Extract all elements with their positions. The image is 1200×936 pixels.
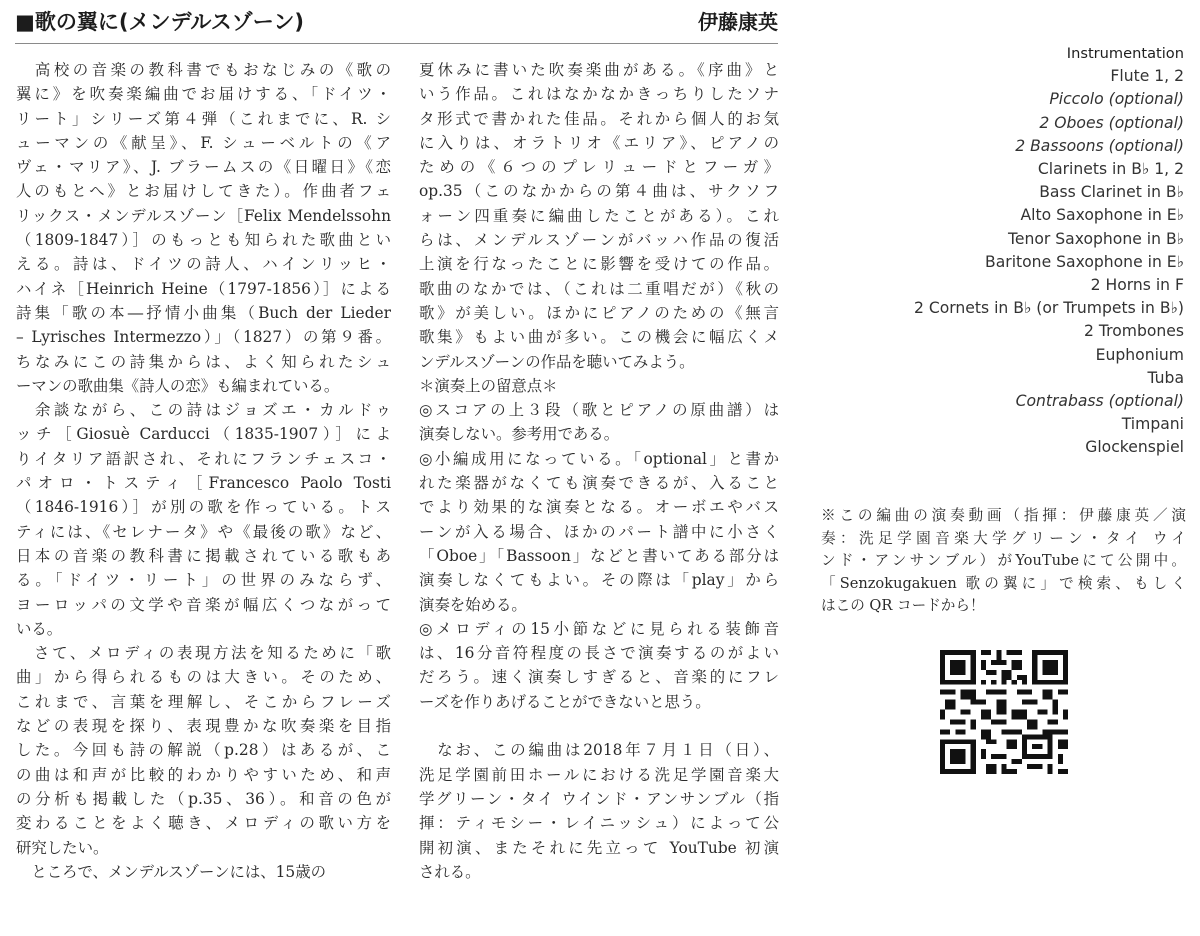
- text-line: さて、メロディの表現方法を知るために「歌: [16, 644, 391, 663]
- text-line: ◎メロディの15小節などに見られる装飾音: [419, 619, 779, 638]
- note-line: ※この編曲の演奏動画（指揮：伊藤康英／演: [821, 507, 1186, 524]
- text-line: op.35（このなかからの第４曲は、サクソフ: [419, 182, 779, 201]
- text-line: に入りは、オラトリオ《エリア》、ピアノの: [419, 133, 779, 152]
- instrument-item: Glockenspiel: [1085, 438, 1184, 457]
- text-line: の分析も掲載した（p.35、36）。和音の色が: [16, 789, 391, 808]
- instrument-item: Contrabass (optional): [1015, 392, 1184, 411]
- text-line: などの表現を探り、表現豊かな吹奏楽を目指: [16, 717, 391, 736]
- text-line: ◎スコアの上３段（歌とピアノの原曲譜）は: [419, 401, 779, 420]
- instrument-item: Tuba: [1147, 368, 1184, 387]
- text-line: 歌曲のなかでは、（これは二重唱だが）《秋の: [419, 279, 779, 298]
- instrument-item: Flute 1, 2: [1110, 67, 1184, 86]
- instrument-item: Alto Saxophone in E♭: [1020, 206, 1184, 225]
- text-line: 開初演、またそれに先立って YouTube 初演: [419, 838, 779, 857]
- text-line: – Lyrisches Intermezzo）」（1827）の第９番。: [16, 328, 391, 347]
- instrument-item: Tenor Saxophone in B♭: [1008, 229, 1184, 248]
- text-line: 高校の音楽の教科書でもおなじみの《歌の: [16, 61, 391, 79]
- text-line: 詩集「歌の本―抒情小曲集（Buch der Lieder: [16, 303, 391, 322]
- note-line: 奏：洗足学園音楽大学グリーン・タイ ウイ: [821, 529, 1186, 547]
- text-line: タ形式で書かれた佳品。それから個人的お気: [419, 109, 779, 128]
- author-name: 伊藤康英: [698, 10, 778, 34]
- text-line: だろう。速く演奏しすぎると、音楽的にフレ: [419, 668, 779, 687]
- text-line: 洗足学園前田ホールにおける洗足学園音楽大: [419, 765, 779, 784]
- text-line: 歌》が美しい。ほかにピアノのための《無言: [419, 303, 779, 322]
- text-line: 日本の音楽の教科書に掲載されている歌もあ: [16, 546, 391, 565]
- text-line: ための《６つのプレリュードとフーガ》: [419, 158, 779, 177]
- note-line: ンド・アンサンブル）がYouTubeにて公開中。: [821, 552, 1186, 570]
- text-line: ハイネ［Heinrich Heine（1797-1856）］による: [16, 279, 391, 298]
- article-title: ■歌の翼に(メンデルスゾーン): [15, 10, 304, 34]
- text-line: なお、この編曲は2018年７月１日（日）、: [419, 741, 779, 760]
- title-divider: [15, 43, 778, 44]
- instrument-item: Euphonium: [1095, 345, 1184, 364]
- instrument-item: 2 Horns in F: [1090, 276, 1184, 295]
- text-line: える。詩は、ドイツの詩人、ハインリッヒ・: [16, 255, 391, 274]
- text-line: ューマンの《献呈》、F. シューベルトの《ア: [16, 133, 391, 152]
- text-line: いる。: [16, 619, 63, 638]
- text-line: 学グリーン・タイ ウインド・アンサンブル（指: [419, 789, 779, 808]
- text-line: らは、メンデルスゾーンがバッハ作品の復活: [419, 231, 779, 250]
- instrument-item: Timpani: [1121, 415, 1184, 434]
- instrument-item: Baritone Saxophone in E♭: [985, 252, 1184, 271]
- text-line: ーズを作りあげることができないと思う。: [419, 692, 711, 711]
- text-line: ヴェ・マリア》、J. ブラームスの《日曜日》《恋: [16, 158, 391, 177]
- text-line: ーンが入る場合、ほかのパート譜中に小さく: [419, 522, 779, 541]
- text-line: これまで、言葉を理解し、そこからフレーズ: [16, 692, 391, 711]
- text-line: リート」シリーズ第４弾（これまでに、R. シ: [16, 109, 391, 128]
- instrumentation-list: [914, 42, 1184, 460]
- text-line: 夏休みに書いた吹奏楽曲がある。《序曲》と: [419, 61, 779, 79]
- note-line: 「Senzokugakuen 歌の翼に」で検索、もしく: [821, 574, 1186, 592]
- instrument-item: Clarinets in B♭ 1, 2: [1037, 160, 1184, 179]
- instrument-item: 2 Cornets in B♭ (or Trumpets in B♭): [913, 299, 1184, 318]
- instrument-item: Bass Clarinet in B♭: [1039, 183, 1184, 202]
- instrument-item: 2 Oboes (optional): [1039, 113, 1184, 132]
- text-line: ォーン四重奏に編曲したことがある）。これ: [419, 206, 779, 225]
- text-line: リックス・メンデルスゾーン［Felix Mendelssohn: [16, 206, 391, 225]
- text-line: した。今回も詩の解説（p.28）はあるが、こ: [16, 741, 391, 760]
- text-line: 歌集》もよい曲が多い。この機会に幅広くメ: [419, 328, 779, 347]
- text-line: る。「ドイツ・リート」の世界のみならず、: [16, 571, 391, 590]
- instrumentation-heading: Instrumentation: [1066, 45, 1184, 62]
- text-line: 演奏しない。参考用である。: [419, 425, 620, 444]
- text-line: ッチ［Giosuè Carducci（1835-1907）］によ: [16, 425, 391, 444]
- text-line: （1809-1847）］のもっとも知られた歌曲とい: [16, 231, 391, 250]
- text-line: 変わることをよく聴き、メロディの歌い方を: [16, 814, 391, 833]
- video-note: [821, 505, 1186, 618]
- text-line: 演奏しなくてもよい。その際は「play」から: [419, 571, 779, 590]
- text-line: 余談ながら、この詩はジョズエ・カルドゥ: [16, 401, 391, 420]
- text-line: 揮：ティモシー・レイニッシュ）によって公: [419, 814, 779, 833]
- text-line: りイタリア語訳され、それにフランチェスコ・: [16, 449, 391, 468]
- text-line: パオロ・トスティ［Francesco Paolo Tosti: [16, 474, 391, 493]
- text-line: ヨーロッパの文学や音楽が幅広くつながって: [16, 595, 391, 614]
- text-line: 研究したい。: [16, 838, 109, 857]
- text-line: ◎小編成用になっている。「optional」と書か: [419, 449, 779, 468]
- text-line: ンデルスゾーンの作品を聴いてみよう。: [419, 352, 695, 371]
- text-line: ーマンの歌曲集《詩人の恋》も編まれている。: [16, 376, 340, 395]
- text-line: の曲は和声が比較的わかりやすいため、和声: [16, 765, 391, 784]
- text-line: ティには、《セレナータ》や《最後の歌》など、: [16, 522, 391, 541]
- text-line: ＊演奏上の留意点＊: [419, 376, 558, 395]
- text-line: でより効果的な演奏となる。オーボエやバス: [419, 498, 779, 517]
- text-line: ちなみにこの詩集からは、よく知られたシュ: [16, 352, 391, 371]
- text-line: れた楽器がなくても演奏できるが、入ること: [419, 474, 779, 493]
- text-line: は、16分音符程度の長さで演奏するのがよい: [419, 644, 779, 663]
- text-line: いう作品。これはなかなかきっちりしたソナ: [419, 85, 779, 104]
- text-line: 上演を行なったことに影響を受けての作品。: [419, 255, 779, 274]
- text-line: 曲」から得られるものは大きい。そのため、: [16, 668, 391, 687]
- text-line: ところで、メンデルスゾーンには、15歳の: [16, 862, 327, 881]
- text-line: 人のもとへ》とお届けしてきた）。作曲者フェ: [16, 182, 391, 201]
- instrument-item: 2 Bassoons (optional): [1015, 136, 1184, 155]
- instrument-item: Piccolo (optional): [1049, 90, 1184, 109]
- instrument-item: 2 Trombones: [1084, 322, 1184, 341]
- text-line: 演奏を始める。: [419, 595, 527, 614]
- qr-code-icon[interactable]: [940, 650, 1068, 774]
- text-line: [419, 714, 779, 738]
- middle-text-column: [419, 58, 779, 884]
- text-line: される。: [419, 862, 481, 881]
- text-line: 翼に》を吹奏楽編曲でお届けする、「ドイツ・: [16, 85, 391, 104]
- text-line: （1846-1916）］が別の歌を作っている。トス: [16, 498, 391, 517]
- note-line: はこの QR コードから！: [821, 597, 985, 615]
- left-text-column: [16, 58, 391, 884]
- text-line: 「Oboe」「Bassoon」などと書いてある部分は: [419, 546, 779, 565]
